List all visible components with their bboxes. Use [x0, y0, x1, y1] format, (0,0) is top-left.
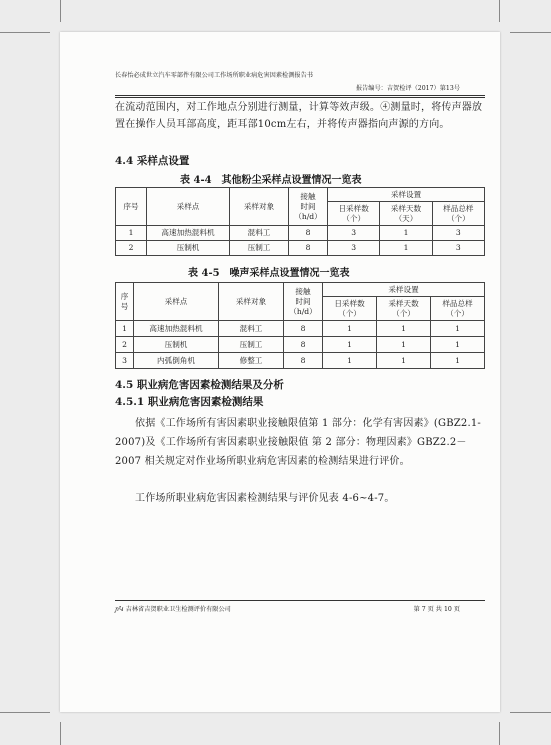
paragraph-reference: 工作场所职业病危害因素检测结果与评价见表 4-6~4-7。	[135, 493, 395, 504]
col-point: 采样点	[134, 283, 219, 321]
col-contact: 接触 时间 （h/d）	[284, 283, 323, 321]
header-rule	[115, 95, 485, 96]
table-row: 1 高速加热混料机 混料工 8 1 1 1	[116, 321, 485, 337]
table-4-4-caption: 表 4-4 其他粉尘采样点设置情况一览表	[180, 175, 362, 186]
section-4-5-1-heading: 4.5.1 职业病危害因素检测结果	[115, 396, 264, 408]
col-no: 序 号	[116, 283, 134, 321]
col-daily: 日采样数 （个）	[328, 202, 380, 226]
header-report-no: 报告编号：吉贺检评（2017）第13号	[355, 85, 460, 92]
crop-mark	[0, 32, 50, 33]
table-4-5-caption: 表 4-5 噪声采样点设置情况一览表	[188, 268, 350, 279]
intro-paragraph: 在流动范围内，对工作地点分别进行测量，计算等效声级。④测量时，将传声器放置在操作人员耳部高度，距耳部10cm左右，并将传声器指向声源的方向。	[115, 102, 483, 130]
crop-mark	[60, 0, 61, 22]
crop-mark	[60, 722, 61, 745]
footer-rule	[115, 600, 485, 601]
table-row: 2 压制机 压制工 8 3 1 3	[116, 241, 485, 256]
table-row: 3 内弧倒角机 修整工 8 1 1 1	[116, 353, 485, 369]
col-point: 采样点	[147, 188, 230, 226]
paragraph-standards: 依据《工作场所有害因素职业接触限值第 1 部分：化学有害因素》(GBZ2.1-2007)及《工作场所有害因素职业接触限值 第 2 部分：物理因素》GBZ2.2－2007 相关规定对作业场所职业病危害因素的检测结果进行评价。	[115, 418, 481, 467]
col-group: 采样设置	[323, 283, 485, 297]
crop-mark	[510, 712, 551, 713]
col-total: 样品总样 （个）	[431, 297, 485, 321]
col-days: 采样天数 （天）	[380, 202, 432, 226]
header-rule-thin	[115, 97, 485, 98]
crop-mark	[0, 712, 50, 713]
section-4-5-heading: 4.5 职业病危害因素检测结果及分析	[115, 379, 284, 391]
header-title: 长春怡必成世立汽车零部件有限公司工作场所职业病危害因素检测报告书	[115, 72, 313, 79]
table-row: 1 高速加热混料机 混料工 8 3 1 3	[116, 226, 485, 241]
crop-mark	[510, 32, 551, 33]
company-logo-icon: ɲԿ	[115, 606, 124, 613]
section-4-4-heading: 4.4 采样点设置	[115, 155, 190, 167]
footer-page-number: 第 7 页 共 10 页	[413, 606, 460, 613]
col-group: 采样设置	[328, 188, 485, 202]
col-object: 采样对象	[219, 283, 284, 321]
table-row: 2 压制机 压制工 8 1 1 1	[116, 337, 485, 353]
table-4-4	[115, 187, 485, 256]
crop-mark	[499, 722, 500, 745]
col-object: 采样对象	[230, 188, 289, 226]
col-daily: 日采样数 （个）	[323, 297, 377, 321]
col-no: 序号	[116, 188, 147, 226]
footer-org: ɲԿ 吉林省吉贺职业卫生检测评价有限公司	[115, 606, 231, 613]
col-total: 样品总样 （个）	[432, 202, 484, 226]
col-days: 采样天数 （个）	[377, 297, 431, 321]
crop-mark	[499, 0, 500, 22]
document-page	[60, 32, 500, 712]
col-contact: 接触 时间 （h/d）	[289, 188, 328, 226]
table-4-5	[115, 282, 485, 369]
